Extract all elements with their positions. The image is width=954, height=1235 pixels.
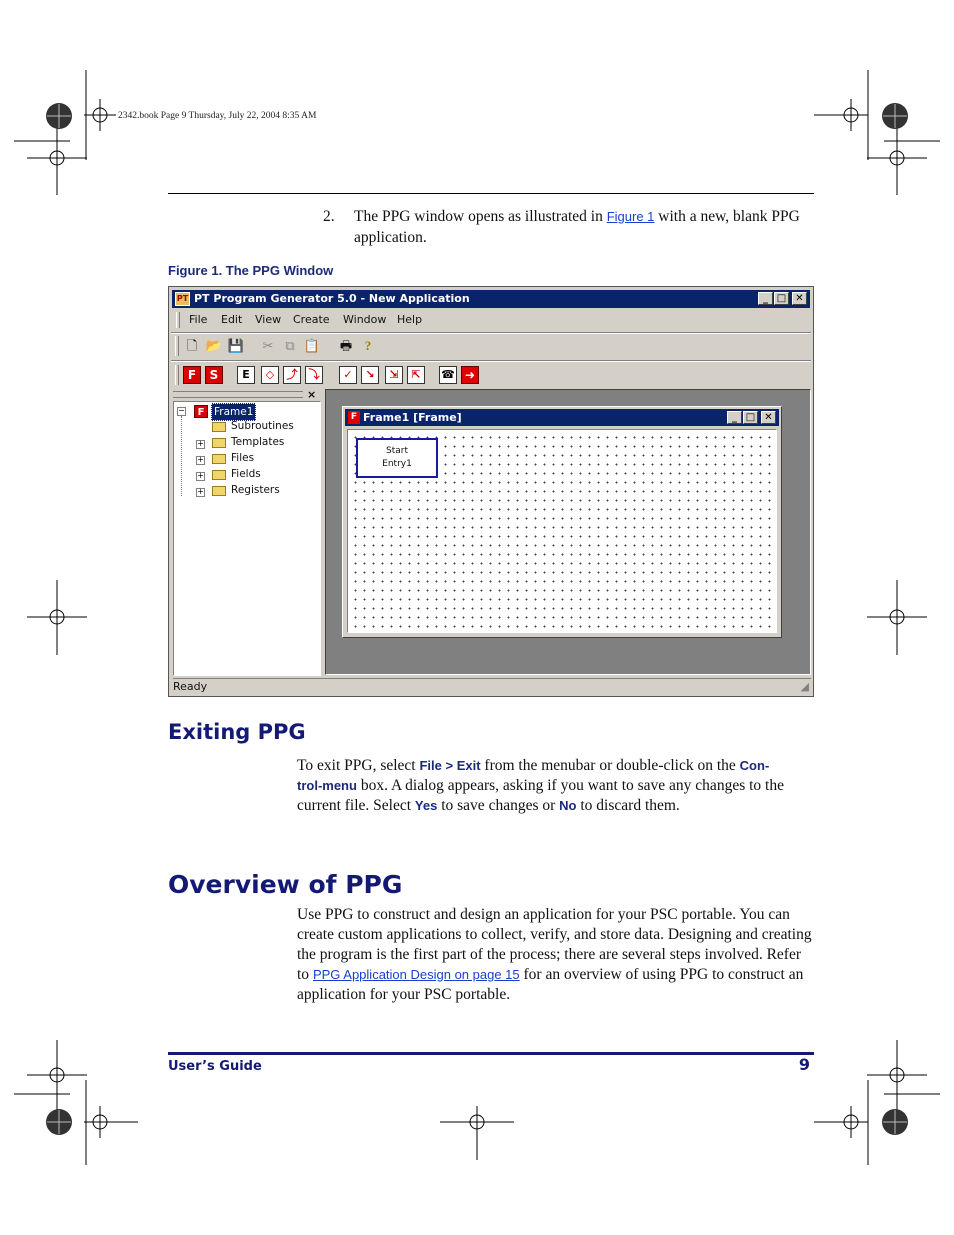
tree-item-registers[interactable]: Registers — [231, 484, 280, 496]
maximize-icon[interactable]: □ — [774, 292, 789, 305]
tree-pane-gripper[interactable] — [173, 391, 303, 398]
ui-no: No — [559, 798, 577, 813]
folder-icon — [212, 422, 226, 432]
tree-item-frame1[interactable]: Frame1 — [211, 403, 256, 421]
text: To exit PPG, select — [297, 757, 420, 774]
tree-item-subroutines[interactable]: Subroutines — [231, 420, 294, 432]
overview-paragraph — [297, 905, 812, 1005]
menu-file[interactable]: File — [189, 313, 208, 326]
text: from the menubar or double-click on the — [480, 757, 740, 774]
tree-line — [181, 416, 183, 496]
tree-item-fields[interactable]: Fields — [231, 468, 261, 480]
help-icon[interactable]: ? — [364, 338, 372, 353]
entry-tool-icon[interactable]: E — [237, 366, 255, 384]
ppg-toolbar-grip — [175, 365, 179, 385]
folder-icon — [212, 486, 226, 496]
ppg-app-icon: PT — [175, 292, 190, 306]
step-text-a: The PPG window opens as illustrated in — [354, 208, 607, 225]
expand-icon[interactable]: + — [197, 471, 204, 480]
print-icon[interactable]: 🖶 — [339, 338, 353, 353]
frame-child-window — [342, 406, 782, 638]
expand-icon[interactable]: + — [197, 487, 204, 496]
record-tool-icon[interactable]: ⇱ — [407, 366, 425, 384]
child-title: Frame1 [Frame] — [363, 411, 462, 424]
tree-item-templates[interactable]: Templates — [231, 436, 285, 448]
ui-control-menu-b: trol-menu — [297, 778, 357, 793]
toolbar-divider — [171, 332, 811, 334]
scan-tool-icon[interactable]: ↘ — [361, 366, 379, 384]
window-title: PT Program Generator 5.0 - New Application — [194, 292, 470, 305]
design-canvas[interactable] — [347, 429, 777, 633]
store-tool-icon[interactable]: ⇲ — [385, 366, 403, 384]
collapse-icon[interactable]: − — [178, 406, 185, 415]
entry-label: Entry1 — [382, 459, 412, 469]
step-text — [354, 206, 804, 248]
phone-tool-icon[interactable]: ☎ — [439, 366, 457, 384]
tree-item-files[interactable]: Files — [231, 452, 255, 464]
child-minimize-icon[interactable]: _ — [727, 411, 742, 424]
save-icon[interactable]: 💾 — [227, 338, 245, 353]
menu-help[interactable]: Help — [397, 313, 423, 326]
paste-icon[interactable]: 📋 — [303, 338, 321, 353]
folder-icon — [212, 454, 226, 464]
header-rule — [168, 193, 814, 194]
menu-window[interactable]: Window — [343, 313, 387, 326]
ui-control-menu-a: Con- — [739, 758, 770, 773]
heading-exiting-ppg: Exiting PPG — [168, 720, 306, 744]
text: box. A dialog appears, asking if you want to save any changes to the current file. Select — [297, 777, 784, 814]
print-slug: 2342.book Page 9 Thursday, July 22, 2004 8:35 AM — [118, 111, 317, 121]
frame-icon: F — [348, 411, 360, 424]
folder-icon — [212, 470, 226, 480]
exiting-paragraph — [297, 756, 812, 816]
ui-file-exit: File > Exit — [419, 758, 481, 773]
resize-grip-icon[interactable]: ◢ — [800, 680, 809, 693]
close-icon[interactable]: ✕ — [792, 292, 807, 305]
frame-icon: F — [194, 405, 208, 418]
child-maximize-icon[interactable]: □ — [743, 411, 758, 424]
figure-caption: Figure 1. The PPG Window — [168, 263, 334, 278]
pane-close-icon[interactable]: × — [307, 388, 317, 401]
menubar — [175, 309, 811, 331]
text: to save changes or — [437, 797, 560, 814]
figure-1-link[interactable]: Figure 1 — [606, 209, 655, 224]
ppg-application-design-link[interactable]: PPG Application Design on page 15 — [312, 967, 520, 982]
decision-tool-icon[interactable]: ◇ — [261, 366, 279, 384]
child-titlebar — [345, 409, 779, 426]
goto-tool-icon[interactable]: ➜ — [461, 366, 479, 384]
project-tree — [173, 401, 321, 676]
expand-icon[interactable]: + — [197, 439, 204, 448]
cut-icon[interactable]: ✂ — [262, 338, 274, 353]
folder-icon — [212, 438, 226, 448]
text: for an overview of using PPG to construct an application for your PSC portable. — [297, 966, 804, 1003]
text: to discard them. — [576, 797, 680, 814]
menu-edit[interactable]: Edit — [221, 313, 243, 326]
child-close-icon[interactable]: ✕ — [761, 411, 776, 424]
window-titlebar — [172, 290, 810, 308]
ui-yes: Yes — [414, 798, 438, 813]
minimize-icon[interactable]: _ — [758, 292, 773, 305]
menu-view[interactable]: View — [255, 313, 282, 326]
start-label: Start — [386, 446, 408, 456]
text: Use PPG to construct and design an application for your PSC portable. You can create custom applications to collect, verify, and store data. Designing and creating the program is the first part of the process; there are several steps involved. Refer to — [297, 906, 812, 983]
page-number: 9 — [798, 1055, 810, 1074]
verify-tool-icon[interactable]: ✓ — [339, 366, 357, 384]
toolbar-grip — [175, 336, 179, 356]
branch-tool-icon[interactable]: ⤴ — [283, 366, 301, 384]
expand-icon[interactable]: + — [197, 455, 204, 464]
subroutine-tool-icon[interactable]: S — [205, 366, 223, 384]
footer-rule — [168, 1052, 814, 1055]
toolbar-divider-2 — [171, 360, 811, 362]
ppg-window-screenshot — [168, 286, 814, 697]
status-text: Ready — [173, 680, 208, 693]
footer-title: User’s Guide — [168, 1059, 262, 1074]
step-number: 2. — [323, 208, 335, 225]
start-entry-node[interactable] — [356, 438, 438, 478]
status-bar — [173, 678, 811, 695]
heading-overview-of-ppg: Overview of PPG — [168, 870, 403, 899]
new-file-icon[interactable]: 🗋 — [186, 338, 198, 353]
step-text-b: with a new, blank PPG application. — [354, 208, 800, 246]
menubar-grip — [176, 312, 180, 328]
copy-icon[interactable]: ⧉ — [285, 338, 295, 353]
mdi-workspace — [325, 389, 811, 675]
menu-create[interactable]: Create — [293, 313, 330, 326]
exit-tool-icon[interactable]: ⤵ — [305, 366, 323, 384]
frame-tool-icon[interactable]: F — [183, 366, 201, 384]
open-folder-icon[interactable]: 📂 — [205, 338, 223, 353]
